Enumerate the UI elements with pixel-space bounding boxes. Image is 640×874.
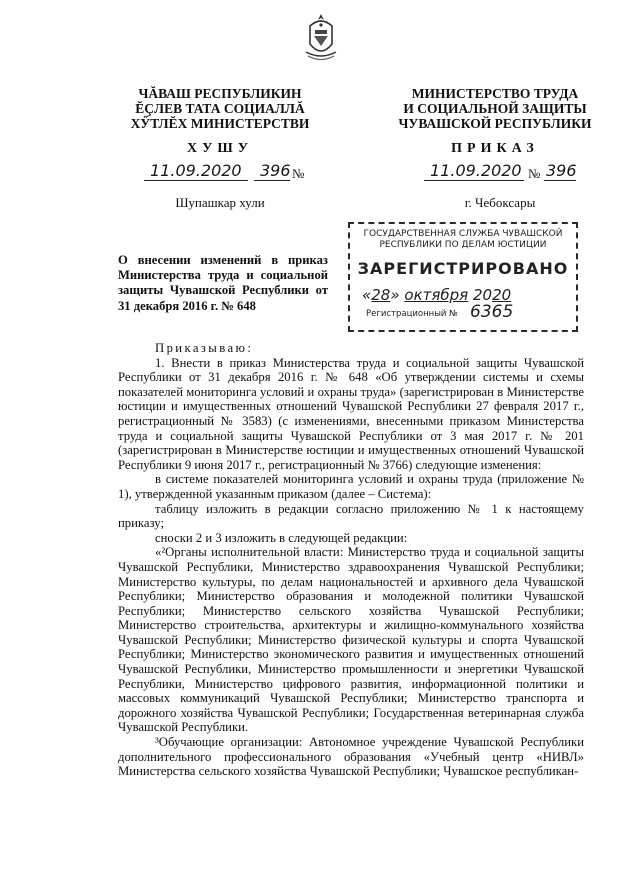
ministry-name-russian: [380, 86, 610, 131]
body-paragraph-5: «²Органы исполнительной власти: Министерство труда и социальной защиты Чувашской Республики, Министерство здравоохранения Чувашской Республики; Министерство культуры, по делам национальностей и архивного дела Чувашской Республики; Министерство образования и молодежной политики Чувашской Республики; Министерство сельского хозяйства Чувашской Республики; Министерство строительства, архитектуры и жилищно-коммунального хозяйства Чувашской Республики; Министерство физической культуры и спорта Чувашской Республики; Министерство экономического развития и имущественных отношений Чувашской Республики, Министерство промышленности и энергетики Чувашской Республики, Министерство цифрового развития, информационной политики и массовых коммуникаций Чувашской Республики; Министерство транспорта и дорожного хозяйства Чувашской Республики; Государственная ветеринарная служба Чувашской Республики.: [118, 545, 584, 735]
handwritten-date-right: 11.09.2020: [430, 161, 522, 180]
stamp-reg-label: Регистрационный №: [366, 309, 458, 319]
number-sign-right: №: [528, 166, 541, 181]
stamp-year-suffix: 20: [492, 286, 512, 304]
body-paragraph-4: сноски 2 и 3 изложить в следующей редакции:: [155, 530, 408, 545]
number-sign-left: №: [292, 166, 305, 181]
stamp-year-prefix: 20: [472, 286, 493, 304]
document-kind-russian: ПРИКАЗ: [451, 141, 539, 156]
body-paragraph-3: таблицу изложить в редакции согласно приложению № 1 к настоящему приказу;: [118, 501, 584, 531]
date-underline-right: [424, 180, 524, 181]
number-underline-left: [254, 180, 290, 181]
handwritten-number-right: 396: [546, 161, 577, 180]
registration-stamp: [348, 222, 578, 332]
place-chuvash: Шупашкар хули: [175, 195, 265, 210]
stamp-agency: [350, 229, 576, 251]
ministry-name-chuvash: [110, 86, 330, 131]
header-right-line-3: ЧУВАШСКОЙ РЕСПУБЛИКИ: [398, 116, 592, 131]
header-left-line-3: ХӲТЛĔХ МИНИСТЕРСТВИ: [130, 116, 310, 131]
stamp-quote-close: »: [390, 286, 400, 304]
number-underline-right: [544, 180, 576, 181]
stamp-quote-open: «: [362, 286, 372, 304]
stamp-month: октября: [404, 286, 469, 304]
header-right-line-1: МИНИСТЕРСТВО ТРУДА: [411, 86, 579, 101]
body-paragraph-6: ³Обучающие организации: Автономное учреждение Чувашской Республики дополнительного профессионального образования «Учебный центр «НИВЛ» Министерства сельского хозяйства Чувашской Республики; Чувашское республикан-: [118, 735, 584, 779]
order-body: [118, 341, 584, 779]
handwritten-number-left: 396: [260, 161, 291, 180]
body-paragraph-2: в системе показателей мониторинга условий и охраны труда (приложение № 1), утвержденной указанным приказом (далее – Система):: [118, 472, 584, 501]
stamp-line-1: ГОСУДАРСТВЕННАЯ СЛУЖБА ЧУВАШСКОЙ: [363, 229, 563, 239]
document-kind-chuvash: ХУШУ: [186, 141, 254, 156]
stamp-registered: ЗАРЕГИСТРИРОВАНО: [357, 259, 569, 278]
header-left-line-2: ĔÇЛЕВ ТАТА СОЦИАЛЛĂ: [135, 101, 305, 116]
stamp-line-2: РЕСПУБЛИКИ ПО ДЕЛАМ ЮСТИЦИИ: [379, 240, 547, 250]
order-word: Приказываю:: [155, 341, 254, 355]
header-right-line-2: И СОЦИАЛЬНОЙ ЗАЩИТЫ: [403, 101, 587, 116]
stamp-reg-number: 6365: [470, 302, 514, 322]
handwritten-date-left: 11.09.2020: [150, 161, 242, 180]
chuvash-emblem-icon: [302, 12, 340, 64]
order-subject: О внесении изменений в приказ Министерства труда и социальной защиты Чувашской Республики от 31 декабря 2016 г. № 648: [118, 253, 328, 313]
header-left-line-1: ЧĂВАШ РЕСПУБЛИКИН: [138, 86, 302, 101]
date-line-right: [420, 163, 580, 185]
date-underline-left: [144, 180, 248, 181]
body-paragraph-1: 1. Внести в приказ Министерства труда и социальной защиты Чувашской Республики от 31 декабря 2016 г. № 648 «Об утверждении системы и схемы показателей мониторинга условий и охраны труда» (зарегистрирован в Министерстве юстиции и имущественных отношений Чувашской Республики 27 февраля 2017 г., регистрационный № 3583) (с изменениями, внесенными приказом Министерства труда и социальной защиты Чувашской Республики от 3 мая 2017 г. № 201 (зарегистрирован в Министерстве юстиции и имущественных отношений Чувашской Республики 9 июня 2017 г., регистрационный № 3766) следующие изменения:: [118, 355, 584, 472]
stamp-day: 28: [371, 286, 391, 304]
place-russian: г. Чебоксары: [464, 195, 536, 210]
date-line-left: [140, 163, 310, 185]
